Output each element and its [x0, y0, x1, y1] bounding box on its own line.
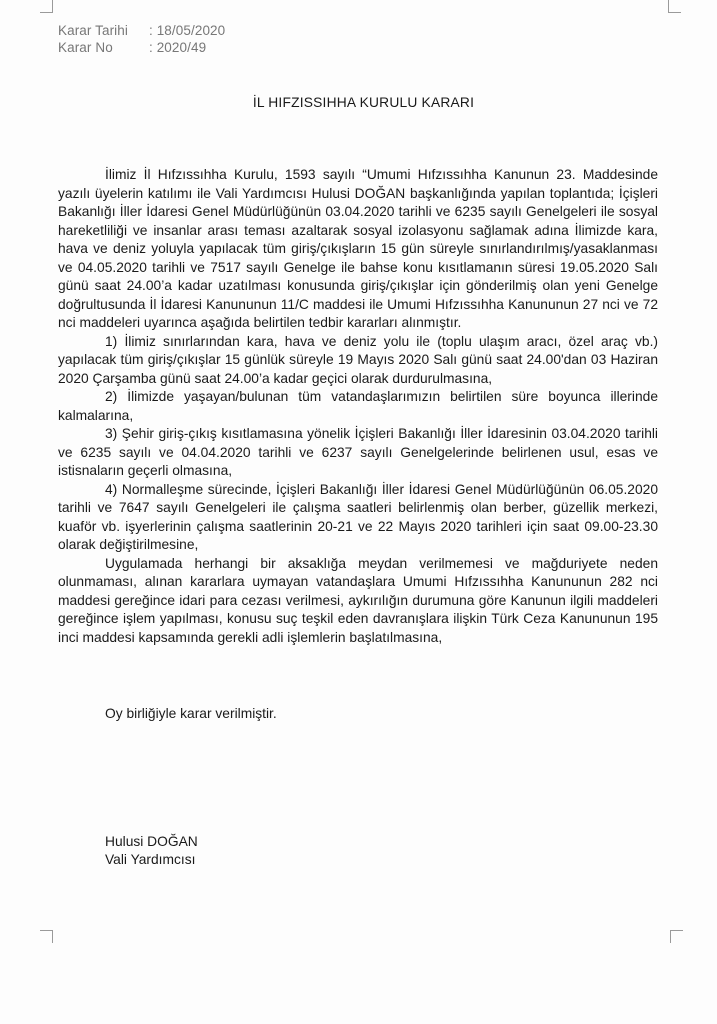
decision-number-value: : 2020/49 — [149, 40, 207, 55]
intro-paragraph: İlimiz İl Hıfzıssıhha Kurulu, 1593 sayılı “Umumi Hıfzıssıhha Kanunun 23. Maddesinde yazılı üyelerin katılımı ile Vali Yardımcısı Hulusi DOĞAN başkanlığında yapılan toplantıda; İçişleri Bakanlığı İller İdaresi Genel Müdürlüğünün 03.04.2020 tarihli ve 6235 sayılı Genelgeleri ile sosyal hareketliliği ve insanlar arası teması azaltarak sosyal izolasyonu sağlamak adına İlimizde kara, hava ve deniz yoluyla yapılacak tüm giriş/çıkışların 15 gün süreyle sınırlandırılmış/yasaklanması ve 04.05.2020 tarihli ve 7517 sayılı Genelge ile bahse konu kısıtlamanın süresi 19.05.2020 Salı günü saat 24.00’a kadar uzatılması konusunda giriş/çıkışlar için gönderilmiş olan yeni Genelge doğrultusunda İl İdaresi Kanununun 11/C maddesi ile Umumi Hıfzıssıhha Kanununun 27 nci ve 72 nci maddeleri uyarınca aşağıda belirtilen tedbir kararları alınmıştır. — [58, 167, 658, 330]
enforcement-paragraph: Uygulamada herhangi bir aksaklığa meydan verilmemesi ve mağduriyete neden olunmaması, alınan kararlara uymayan vatandaşlara Umumi Hıfzıssıhha Kanununun 282 nci maddesi gereğince idari para cezası verilmesi, aykırılığın durumuna göre Kanunun ilgili maddeleri gereğince işlem yapılması, konusu suç teşkil eden davranışlara ilişkin Türk Ceza Kanununun 195 inci maddesi kapsamında gerekli adli işlemlerin başlatılmasına, — [58, 555, 658, 645]
decision-item-3: 3) Şehir giriş-çıkış kısıtlamasına yönelik İçişleri Bakanlığı İller İdaresinin 03.04.2020 tarihli ve 6235 sayılı ve 04.04.2020 tarihli ve 6237 sayılı Genelgelerinde belirlenen usul, esas ve istisnaların geçerli olmasına, — [58, 426, 658, 478]
closing-statement: Oy birliğiyle karar verilmiştir. — [105, 706, 277, 721]
signature-block — [105, 833, 198, 869]
signatory-role: Vali Yardımcısı — [105, 852, 196, 867]
crop-mark-bottom-right — [670, 930, 683, 943]
decision-date — [58, 23, 225, 38]
document-body — [58, 166, 658, 647]
signatory-name: Hulusi DOĞAN — [105, 834, 198, 849]
crop-mark-bottom-left — [40, 930, 53, 943]
document-title-text: İL HIFZISSIHHA KURULU KARARI — [252, 95, 475, 110]
decision-date-value: : 18/05/2020 — [149, 23, 226, 38]
decision-item-1: 1) İlimiz sınırlarından kara, hava ve deniz yolu ile (toplu ulaşım aracı, özel araç vb.) yapılacak tüm giriş/çıkışlar 15 günlük süreyle 19 Mayıs 2020 Salı günü saat 24.00'dan 03 Haziran 2020 Çarşamba günü saat 24.00’a kadar geçici olarak durdurulmasına, — [58, 333, 658, 386]
decision-number — [58, 40, 206, 55]
document-title — [0, 95, 717, 110]
crop-mark-top-left — [40, 0, 53, 13]
decision-number-label: Karar No — [58, 40, 113, 55]
crop-mark-top-right — [668, 0, 681, 13]
decision-item-4: 4) Normalleşme sürecinde, İçişleri Bakanlığı İller İdaresi Genel Müdürlüğünün 06.05.2020 tarihli ve 7647 sayılı Genelgeleri ile çalışma saatleri belirlenmiş olan berber, güzellik merkezi, kuaför vb. işyerlerinin çalışma saatlerinin 20-21 ve 22 Mayıs 2020 tarihleri için saat 09.00-23.30 olarak değiştirilmesine, — [58, 481, 658, 552]
decision-item-2: 2) İlimizde yaşayan/bulunan tüm vatandaşlarımızın belirtilen süre boyunca illerinde kalmalarına, — [58, 389, 658, 423]
decision-date-label: Karar Tarihi — [58, 23, 128, 38]
